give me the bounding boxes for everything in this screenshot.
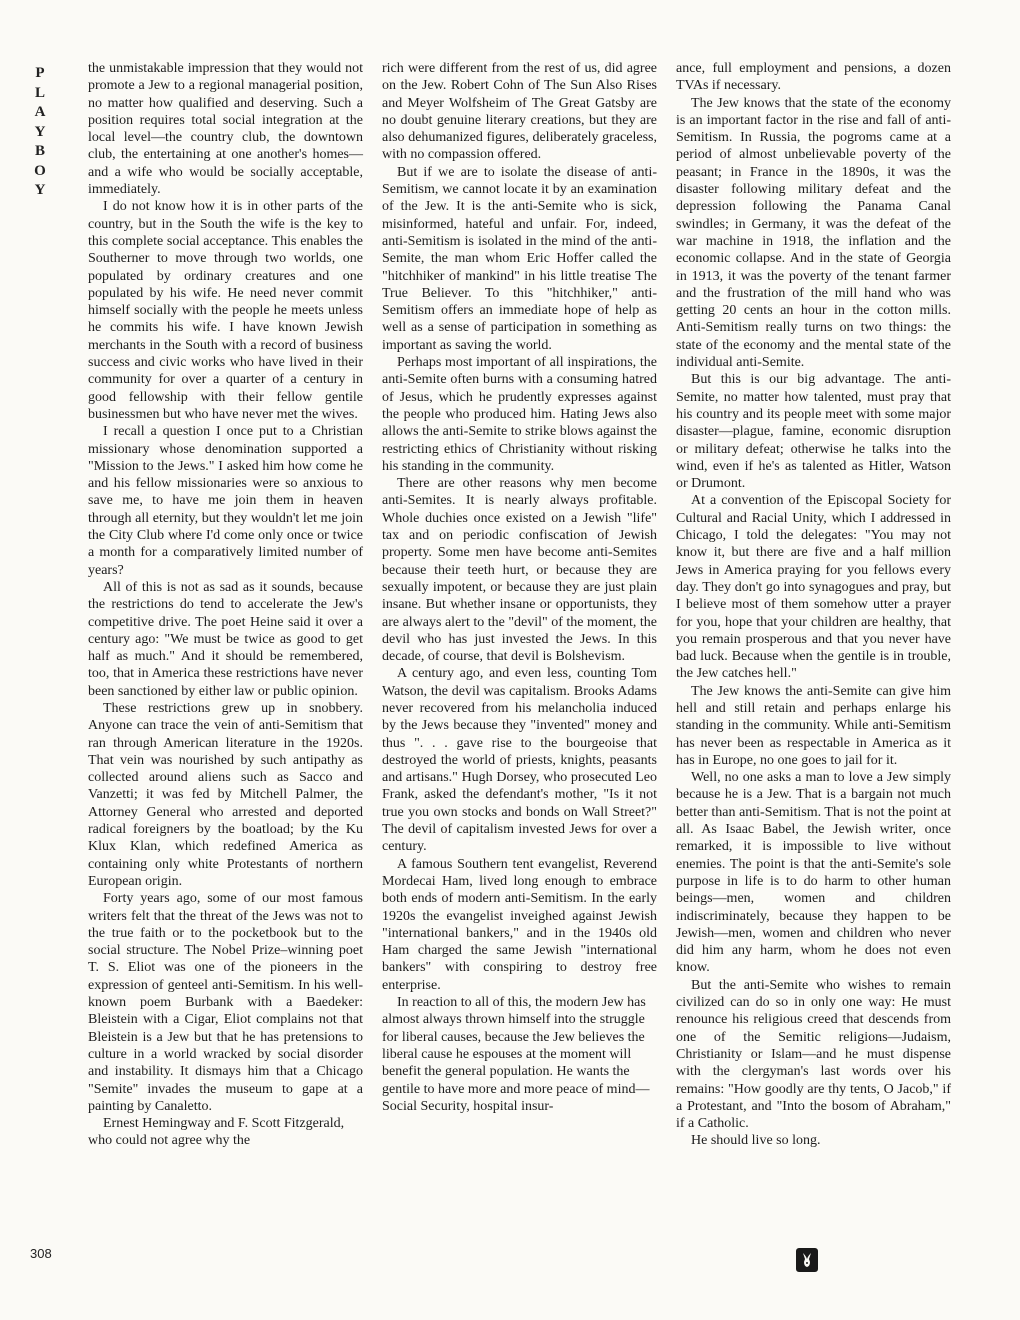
article-column-2 — [382, 60, 657, 1115]
masthead-letter: L — [34, 84, 45, 101]
article-paragraph: Ernest Hemingway and F. Scott Fitzgerald, who could not agree why the — [88, 1116, 345, 1149]
rabbit-head-logo-icon — [796, 1248, 818, 1272]
article-paragraph: All of this is not as sad as it sounds, because the restrictions do tend to accelerate the Jew's competitive drive. The poet Heine said it over a century ago: "We must be twice as good to get half as much." And it should be remembered, too, that in America these restrictions have never been sanctioned by either law or public opinion. — [88, 579, 363, 699]
article-column-3 — [676, 60, 951, 1150]
article-paragraph: These restrictions grew up in snobbery. Anyone can trace the vein of anti-Semitism that ran through American literature in the 1920s. That vein was nourished by such antipathy as collected around aliens such as Sacco and Vanzetti; it was fed by Mitchell Palmer, the Attorney General who arrested and deported radical foreigners by the boatload; by the Ku Klux Klan, which redefined America as containing only white Protestants of northern European origin. — [88, 700, 363, 889]
article-paragraph: But if we are to isolate the disease of anti-Semitism, we cannot locate it by an examination of the Jew. It is the anti-Semite who is sick, misinformed, hateful and unfair. For, indeed, anti-Semitism is isolated in the mind of the anti-Semite, the man whom Eric Hoffer called the "hitchhiker of mankind" in his little treatise The True Believer. To this "hitchhiker," anti-Semitism offers an immediate hope of help as well as a sense of participation in something as important as saving the world. — [382, 164, 657, 353]
article-paragraph: In reaction to all of this, the modern Jew has almost always thrown himself into the struggle for liberal causes, because the Jew believes the liberal cause he espouses at the moment will benefit the general population. He wants the gentile to have more and more peace of mind—Social Security, hospital insur- — [382, 995, 650, 1114]
magazine-masthead — [30, 64, 50, 201]
masthead-letter: Y — [34, 182, 46, 198]
article-paragraph: I recall a question I once put to a Christian missionary whose denomination supported a "Mission to the Jews." I asked him how come he and his fellow missionaries were so anxious to save me, to have me join them in heaven through all eternity, but they wouldn't let me join the City Club where I'd come only once or twice a month for a comparatively limited number of years? — [88, 424, 363, 578]
masthead-letter: O — [34, 162, 46, 179]
article-paragraph: A century ago, and even less, counting Tom Watson, the devil was capitalism. Brooks Adams never recovered from his melancholia induced by the Jews because they "invented" money and thus ". . . gave rise to the bourgeoise that destroyed the world of priests, knights, peasants and artisans." Hugh Dorsey, who prosecuted Leo Frank, asked the defendant's mother, "Is it not true you own stocks and bonds on Wall Street?" The devil of capitalism invested Jews for over a century. — [382, 666, 657, 855]
article-paragraph: Forty years ago, some of our most famous writers felt that the threat of the Jews was not to the true faith or to the pocketbook but to the social structure. The Nobel Prize–winning poet T. S. Eliot was one of the pioneers in the expression of genteel anti-Semitism. In his well-known poem Burbank with a Baedeker: Bleistein with a Cigar, Eliot complains not that Bleistein is a Jew but that he has pretensions to culture in a world wracked by social disorder and instability. It dismays him that a Chicago "Semite" invades the museum to gape at a painting by Canaletto. — [88, 891, 363, 1114]
article-paragraph: rich were different from the rest of us, did agree on the Jew. Robert Cohn of The Sun Also Rises and Meyer Wolfsheim of The Great Gatsby are no doubt genuine literary creations, but they are also dehumanized figures, deliberately graceless, with no compassion offered. — [382, 61, 657, 163]
article-paragraph: I do not know how it is in other parts of the country, but in the South the wife is the key to this complete social acceptance. This enables the Southerner to move through two worlds, one populated by ordinary creatures and one populated by his wife. He need never commit himself socially with the people he meets unless he commits his wife. I have known Jewish merchants in the South with a record of business success and civic works who have lived in their community for over a quarter of a century in good fellowship with their fellow gentile businessmen but who have never met the wives. — [88, 199, 363, 422]
article-paragraph: The Jew knows that the state of the economy is an important factor in the rise and fall of anti-Semitism. In Russia, the pogroms came at a period of almost unbelievable poverty of the peasant; in France in the 1890s, it was the disaster following military defeat and the depression following the Panama Canal swindles; in Germany, it was the defeat of the war machine in 1918, the inflation and the economic collapse. And in the state of Georgia in 1913, it was the poverty of the tenant farmer and the frustration of the mill hand who was getting 20 cents an hour in the cotton mills. Anti-Semitism really turns on two things: the state of the economy and the mental state of the individual anti-Semite. — [676, 95, 951, 371]
article-paragraph: There are other reasons why men become anti-Semites. It is nearly always profitable. Whole duchies once existed on a Jewish "life" tax and on periodic confiscation of Jewish property. Some men have become anti-Semites because their teeth hurt, or because they are sexually impotent, or because they are just plain insane. But whether insane or opportunists, they are always alert to the "devil" of the moment, the devil who has just invested the Jews. In this decade, of course, that devil is Bolshevism. — [382, 476, 658, 665]
masthead-letter: Y — [34, 123, 46, 140]
article-paragraph: But this is our big advantage. The anti-Semite, no matter how talented, must pray that his country and its people meet with some major disaster—plague, famine, economic disruption or military defeat; otherwise he talks into the wind, even if he's as talented as Hitler, Watson or Drumont. — [676, 372, 951, 492]
article-paragraph: ance, full employment and pensions, a dozen TVAs if necessary. — [676, 61, 951, 94]
article-paragraph: Perhaps most important of all inspirations, the anti-Semite often burns with a consuming hatred of Jesus, which he prudently expresses against the people who produced him. Hating Jews also allows the anti-Semite to strike blows against the restricting ethics of Christianity without risking his standing in the community. — [382, 355, 657, 474]
masthead-letter: A — [34, 104, 46, 120]
article-paragraph: A famous Southern tent evangelist, Reverend Mordecai Ham, lived long enough to embrace both ends of modern anti-Semitism. In the early 1920s the evangelist inveighed against Jewish "international bankers," and in the 1940s old Ham charged the same Jewish "international bankers" with conspiring to destroy free enterprise. — [382, 856, 657, 993]
article-column-1 — [88, 60, 363, 1150]
masthead-letter: P — [35, 65, 45, 81]
article-paragraph: At a convention of the Episcopal Society for Cultural and Racial Unity, which I addressed in Chicago, I told the delegates: "You may not know it, but there are five and a half million Jews in America praying for you fellows every day. They don't go into synagogues and pray, but I believe most of them somehow utter a prayer for you, hope that your children are healthy, that you remain prosperous and that you never have bad luck. Because when the gentile is in trouble, the Jew catches hell." — [676, 493, 951, 682]
article-paragraph: But the anti-Semite who wishes to remain civilized can do so in only one way: He must renounce his religious creed that descends from one of the Semitic religions—Judaism, Christianity or Islam—and he must dispense with the clergyman's last words over his remains: "How goodly are thy tents, O Jacob," if a Protestant, and "Into the bosom of Abraham," if a Catholic. — [676, 977, 951, 1132]
page-number: 308 — [30, 1246, 52, 1261]
article-paragraph: The Jew knows the anti-Semite can give him hell and still retain and perhaps enlarge his standing in the community. While anti-Semitism has never been as respectable in America as it has in Europe, no one goes to jail for it. — [676, 683, 951, 768]
article-paragraph: He should live so long. — [691, 1133, 821, 1149]
article-paragraph: the unmistakable impression that they would not promote a Jew to a regional managerial position, no matter how qualified and deserving. Such a position requires total social integration at the local level—the country club, the downtown club, the entertaining at one another's homes—and a wife who would be socially acceptable, immediately. — [88, 61, 363, 198]
article-paragraph: Well, no one asks a man to love a Jew simply because he is a Jew. That is a bargain not much better than anti-Semitism. That is not the point at all. As Isaac Babel, the Jewish writer, once remarked, it is impossible to live without enemies. The point is that the anti-Semite's sole purpose in life is to do harm to other human beings—men, women and children indiscriminately, because they happen to be Jewish—men, women and children who never did him any harm, whom he does not even know. — [676, 770, 951, 976]
masthead-letter: B — [34, 143, 45, 159]
